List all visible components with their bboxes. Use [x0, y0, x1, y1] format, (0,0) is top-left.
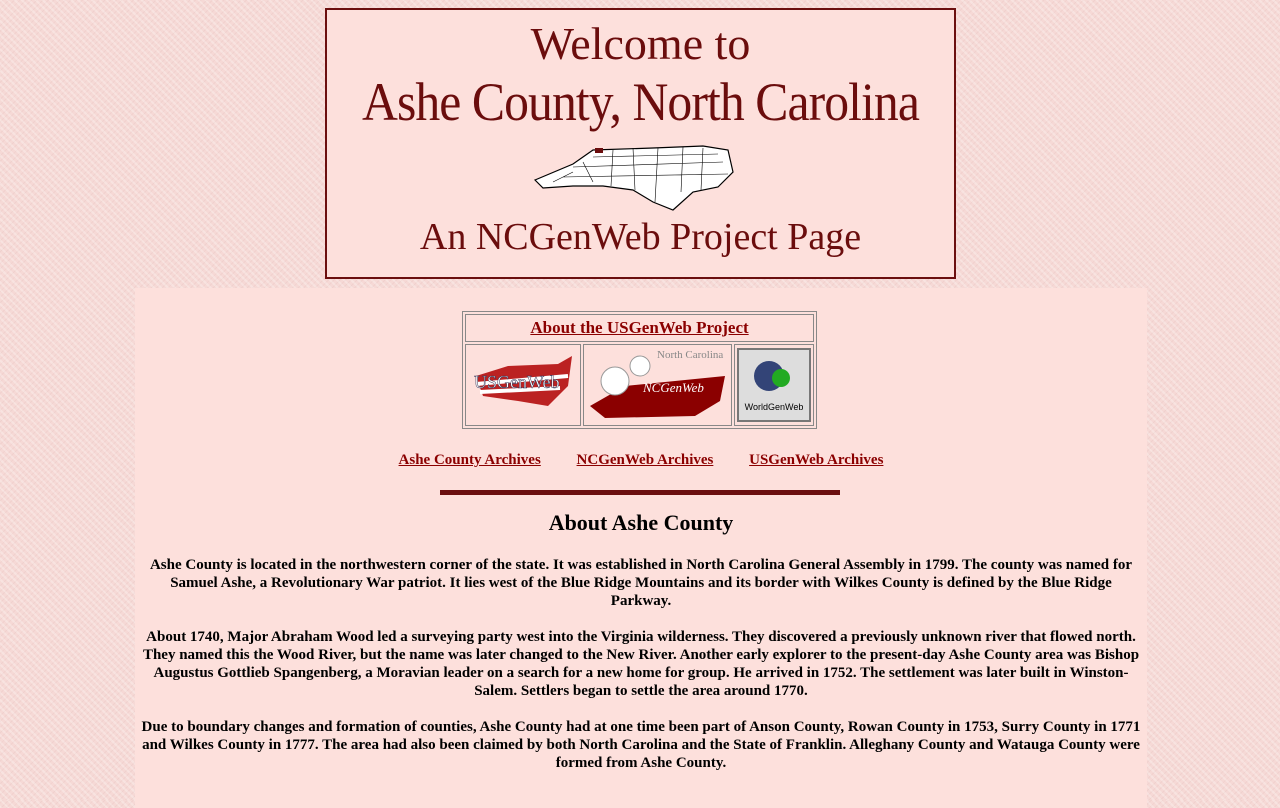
ncgenweb-logo-text: NCGenWeb — [643, 380, 704, 395]
about-usgenweb-link[interactable]: About the USGenWeb Project — [530, 318, 749, 337]
banner-title: Ashe County, North Carolina — [361, 72, 919, 132]
banner-welcome: Welcome to — [530, 18, 751, 69]
worldgenweb-logo[interactable] — [735, 345, 813, 425]
ncgenweb-logo[interactable] — [584, 345, 731, 425]
divider — [440, 490, 840, 495]
usgenweb-logo-text: USGenWeb — [474, 372, 560, 392]
content-panel — [135, 288, 1147, 808]
paragraph-2: About 1740, Major Abraham Wood led a surveying party west into the Virginia wilderness. They discovered a previously unknown river that flowed north. They named this the Wood River, but the name was later changed to the New River. Another early explorer to the present-day Ashe County area was Bishop Augustus Gottlieb Spangenberg, a Moravian leader on a search for a new home for group. He arrived in 1752. The settlement was later built in Winston-Salem. Settlers began to settle the area around 1770. — [142, 629, 1140, 699]
section-heading: About Ashe County — [548, 510, 734, 535]
welcome-banner — [325, 8, 956, 279]
nc-county-map-icon — [533, 142, 737, 212]
ncgenweb-archives-link[interactable]: NCGenWeb Archives — [576, 452, 714, 468]
archive-links — [135, 452, 1147, 469]
usgenweb-archives-link[interactable]: USGenWeb Archives — [749, 452, 884, 468]
paragraph-1: Ashe County is located in the northwestern corner of the state. It was established in North Carolina General Assembly in 1799. The county was named for Samuel Ashe, a Revolutionary War patriot. It lies west of the Blue Ridge Mountains and its border with Wilkes County is defined by the Blue Ridge Parkway. — [149, 557, 1133, 609]
ashe-county-archives-link[interactable]: Ashe County Archives — [398, 452, 541, 468]
banner-subtitle: An NCGenWeb Project Page — [419, 216, 862, 258]
paragraph-3: Due to boundary changes and formation of counties, Ashe County had at one time been part of Anson County, Rowan County in 1753, Surry County in 1771 and Wilkes County in 1777. The area had also been claimed by both North Carolina and the State of Franklin. Alleghany County and Watauga County were formed from Ashe County. — [141, 719, 1141, 771]
ncgenweb-logo-top: North Carolina — [657, 349, 724, 361]
worldgenweb-logo-text: WorldGenWeb — [744, 402, 804, 412]
usgenweb-logo[interactable] — [466, 345, 580, 425]
about-usgenweb-table — [462, 311, 817, 429]
